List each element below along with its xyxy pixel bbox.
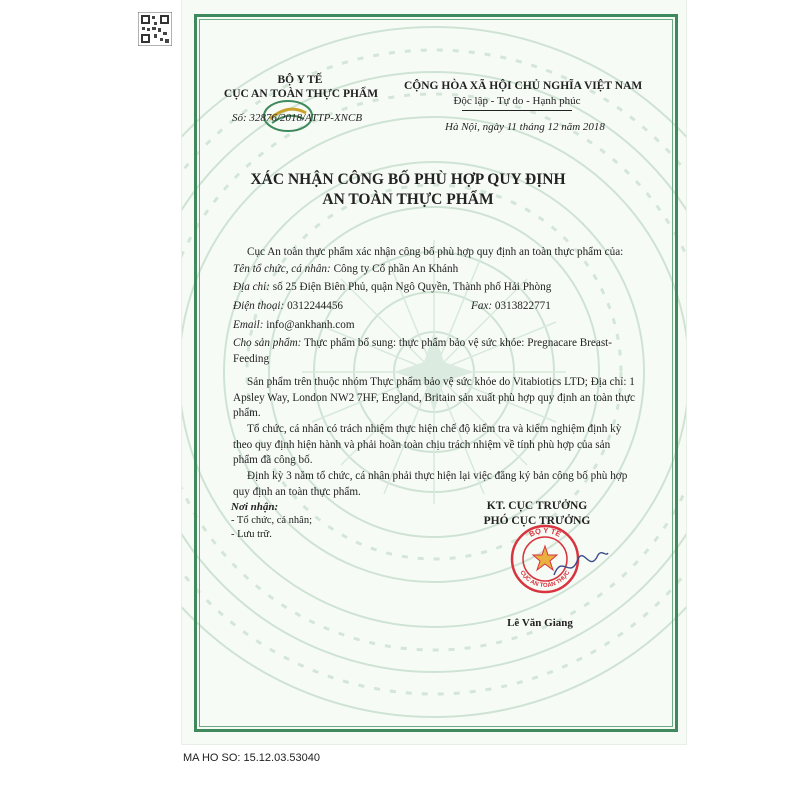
email-value: info@ankhanh.com — [263, 319, 355, 331]
manufacturer-paragraph: Sản phẩm trên thuộc nhóm Thực phẩm bảo vệ sức khỏe do Vitabiotics LTD; Địa chỉ: 1 Apsley Way, London NW2 7HF, England, Britain sản xuất phù hợp quy định an toàn thực phẩm. — [233, 376, 635, 419]
intro-text: Cục An toàn thực phẩm xác nhận công bố phù hợp quy định an toàn thực phẩm của: — [247, 246, 624, 258]
seal-bottom-text: CỤC AN TOÀN THỰC — [518, 569, 572, 590]
recipient-item-2: - Lưu trữ. — [231, 529, 272, 540]
republic-title: CỘNG HÒA XÃ HỘI CHỦ NGHĨA VIỆT NAM — [404, 80, 643, 92]
motto-underline — [462, 110, 572, 111]
address-line — [233, 280, 639, 296]
phone-value: 0312244456 — [284, 300, 344, 312]
national-motto: Độc lập - Tự do - Hạnh phúc — [453, 95, 581, 107]
department-name: CỤC AN TOÀN THỰC PHẨM — [223, 88, 379, 100]
qr-code-icon — [138, 12, 172, 46]
address-value: số 25 Điện Biên Phủ, quận Ngô Quyền, Thành phố Hải Phòng — [269, 281, 552, 293]
org-line — [233, 262, 639, 278]
certificate-title-line2: AN TOÀN THỰC PHẨM — [322, 191, 494, 208]
renewal-paragraph: Định kỳ 3 năm tổ chức, cá nhân phải thực hiện lại việc đăng ký bản công bố phù hợp quy định an toàn thực phẩm. — [233, 470, 628, 498]
document-number: Số: 32876/2018/ATTP-XNCB — [232, 112, 363, 124]
signature-title-1: KT. CỤC TRƯỞNG — [486, 500, 588, 512]
signer-name: Lê Văn Giang — [507, 617, 573, 629]
product-line — [233, 336, 637, 367]
email-label: Email: — [233, 319, 264, 331]
ministry-name: BỘ Y TẾ — [277, 74, 323, 86]
email-line — [233, 318, 639, 334]
recipient-item-1: - Tổ chức, cá nhân; — [231, 515, 313, 526]
fax-label: Fax: — [471, 300, 493, 312]
org-value: Công ty Cổ phần An Khánh — [330, 263, 459, 275]
responsibility-paragraph: Tổ chức, cá nhân có trách nhiệm thực hiện chế độ kiểm tra và kiểm nghiệm định kỳ theo quy định hiện hành và phải hoàn toàn chịu trách nhiệm về tính phù hợp của sản phẩm đã công bố. — [233, 423, 622, 466]
address-label: Địa chỉ: — [233, 281, 270, 293]
place-and-date: Hà Nội, ngày 11 tháng 12 năm 2018 — [445, 121, 605, 133]
record-code: MA HO SO: 15.12.03.53040 — [183, 752, 320, 764]
phone-line — [233, 299, 413, 315]
fax-value: 0313822771 — [492, 300, 551, 312]
fax-line — [471, 299, 621, 315]
product-value: Thực phẩm bổ sung: thực phẩm bảo vệ sức khỏe: Pregnacare Breast-Feeding — [233, 337, 613, 365]
phone-label: Điện thoại: — [233, 300, 285, 312]
handwritten-signature — [550, 545, 610, 585]
recipients-heading: Nơi nhận: — [231, 501, 279, 513]
seal-top-text: BỘ Y TẾ — [527, 525, 563, 539]
certificate-title-line1: XÁC NHẬN CÔNG BỐ PHÙ HỢP QUY ĐỊNH — [250, 171, 566, 188]
signature-title-2: PHÓ CỤC TRƯỞNG — [483, 515, 591, 527]
org-label: Tên tổ chức, cá nhân: — [233, 263, 331, 275]
product-label: Cho sản phẩm: — [233, 337, 302, 349]
